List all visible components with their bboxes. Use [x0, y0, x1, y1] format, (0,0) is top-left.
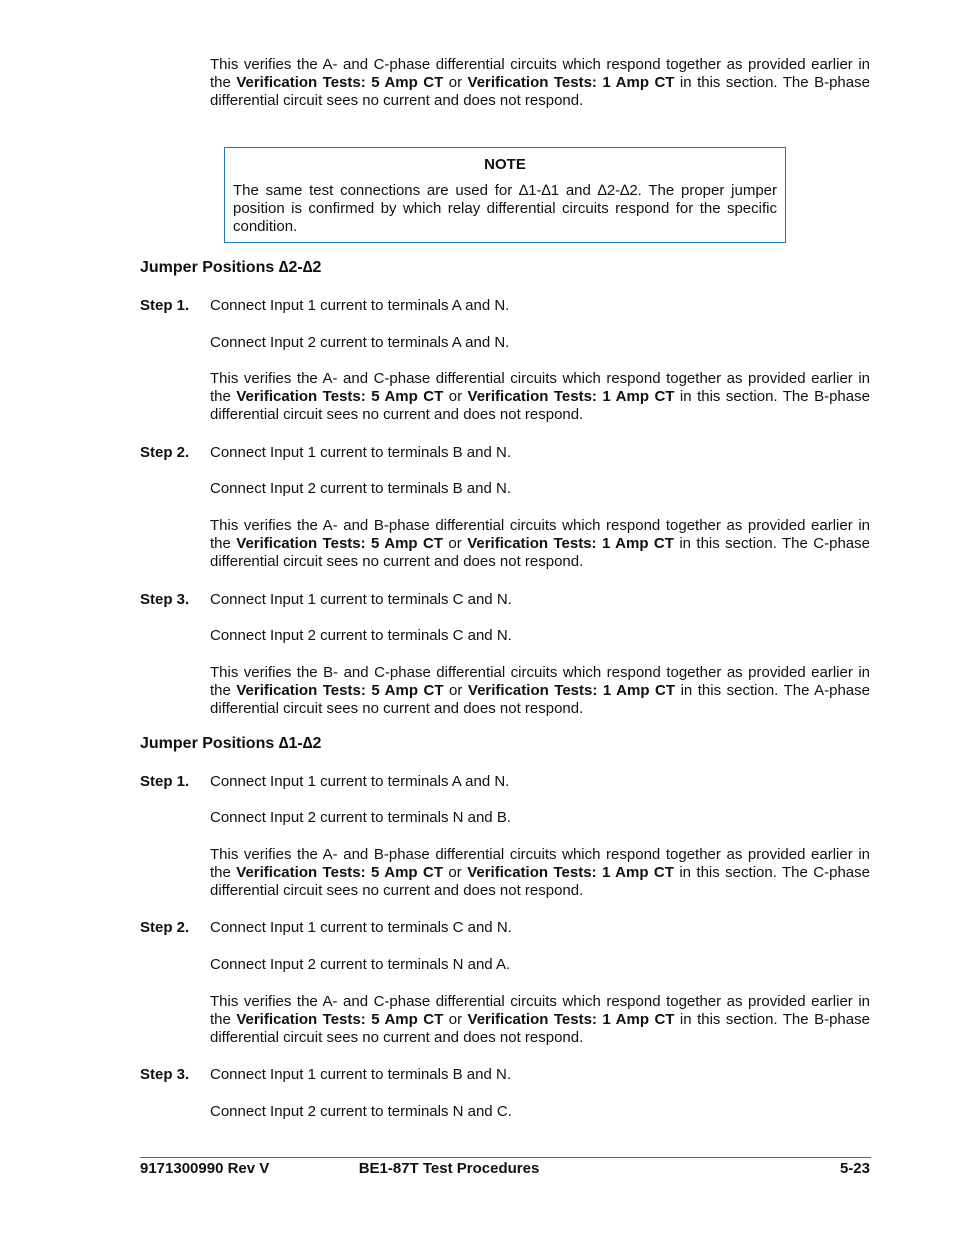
step-line-input1: Connect Input 1 current to terminals A and N. — [210, 297, 510, 314]
verify-text-end: in this section. The B-phase differential circuit sees no current and does not respond. — [210, 1011, 870, 1047]
step-line — [210, 809, 870, 827]
step-line — [210, 627, 870, 645]
verify-ref-5a: Verification Tests: 5 Amp CT — [236, 864, 443, 882]
step-line — [210, 956, 870, 974]
verify-text-end: in this section. The C-phase differential circuit sees no current and does not respond. — [210, 535, 870, 571]
step-line-input2: Connect Input 2 current to terminals B and N. — [210, 480, 511, 497]
verify-or: or — [443, 388, 468, 406]
note-body: The same test connections are used for ∆1-∆1 and ∆2-∆2. The proper jumper position is confirmed by which relay differential circuits respond for the specific condition. — [233, 182, 777, 236]
verify-or: or — [443, 535, 468, 553]
verify-ref-1a: Verification Tests: 1 Amp CT — [467, 1011, 675, 1029]
intro-ref-1a: Verification Tests: 1 Amp CT — [467, 74, 675, 92]
step-line — [210, 1066, 870, 1084]
step-line — [210, 297, 870, 315]
verify-paragraph — [210, 993, 870, 1048]
footer-doc-number: 9171300990 Rev V — [140, 1160, 270, 1177]
step-label: Step 2. — [140, 444, 190, 461]
verify-ref-5a: Verification Tests: 5 Amp CT — [236, 682, 444, 700]
section-heading: Jumper Positions ∆2-∆2 — [140, 259, 322, 276]
verify-ref-1a: Verification Tests: 1 Amp CT — [467, 682, 676, 700]
step-label: Step 1. — [140, 773, 190, 790]
step-line-input2: Connect Input 2 current to terminals N and B. — [210, 809, 511, 826]
step-line-input1: Connect Input 1 current to terminals A and N. — [210, 773, 510, 790]
step-line-input2: Connect Input 2 current to terminals A and N. — [210, 334, 510, 351]
verify-or: or — [443, 864, 468, 882]
step-line-input1: Connect Input 1 current to terminals B and N. — [210, 444, 511, 461]
verify-or: or — [443, 682, 468, 700]
section-heading: Jumper Positions ∆1-∆2 — [140, 735, 322, 752]
verify-text: This verifies the A- and C-phase differential circuits which respond together as provided earlier in the — [210, 993, 870, 1029]
intro-text: This verifies the A- and C-phase differential circuits which respond together as provided earlier in the — [210, 56, 870, 92]
step-line — [210, 919, 870, 937]
footer-rule — [140, 1157, 871, 1158]
intro-ref-5a: Verification Tests: 5 Amp CT — [236, 74, 444, 92]
footer-page-number: 5-23 — [839, 1160, 870, 1177]
step-label: Step 3. — [140, 591, 190, 608]
verify-ref-5a: Verification Tests: 5 Amp CT — [236, 535, 443, 553]
verify-text: This verifies the B- and C-phase differential circuits which respond together as provided earlier in the — [210, 664, 870, 700]
step-label: Step 3. — [140, 1066, 190, 1083]
step-line — [210, 591, 870, 609]
step-line-input1: Connect Input 1 current to terminals C and N. — [210, 591, 512, 608]
verify-ref-5a: Verification Tests: 5 Amp CT — [236, 1011, 444, 1029]
verify-text-end: in this section. The B-phase differential circuit sees no current and does not respond. — [210, 388, 870, 424]
intro-paragraph — [210, 56, 870, 111]
step-line — [210, 1103, 870, 1121]
verify-text: This verifies the A- and B-phase differential circuits which respond together as provided earlier in the — [210, 517, 870, 553]
note-box — [224, 147, 786, 243]
verify-text-end: in this section. The A-phase differential circuit sees no current and does not respond. — [210, 682, 870, 718]
verify-text: This verifies the A- and B-phase differential circuits which respond together as provided earlier in the — [210, 846, 870, 882]
step-line — [210, 334, 870, 352]
step-label: Step 1. — [140, 297, 190, 314]
step-label: Step 2. — [140, 919, 190, 936]
verify-ref-1a: Verification Tests: 1 Amp CT — [467, 388, 675, 406]
step-line-input1: Connect Input 1 current to terminals C and N. — [210, 919, 512, 936]
verify-or: or — [443, 1011, 468, 1029]
step-line-input2: Connect Input 2 current to terminals N and C. — [210, 1103, 512, 1120]
step-line — [210, 480, 870, 498]
step-line-input2: Connect Input 2 current to terminals C and N. — [210, 627, 512, 644]
step-line — [210, 773, 870, 791]
step-line-input2: Connect Input 2 current to terminals N and A. — [210, 956, 511, 973]
footer-title: BE1-87T Test Procedures — [358, 1160, 540, 1177]
verify-ref-1a: Verification Tests: 1 Amp CT — [467, 864, 674, 882]
note-title: NOTE — [484, 156, 526, 173]
verify-paragraph — [210, 846, 870, 901]
verify-text-end: in this section. The C-phase differential circuit sees no current and does not respond. — [210, 864, 870, 900]
verify-text: This verifies the A- and C-phase differential circuits which respond together as provided earlier in the — [210, 370, 870, 406]
verify-paragraph — [210, 517, 870, 572]
verify-ref-5a: Verification Tests: 5 Amp CT — [236, 388, 444, 406]
step-line-input1: Connect Input 1 current to terminals B and N. — [210, 1066, 511, 1083]
verify-paragraph — [210, 664, 870, 719]
verify-ref-1a: Verification Tests: 1 Amp CT — [467, 535, 674, 553]
verify-paragraph — [210, 370, 870, 425]
step-line — [210, 444, 870, 462]
intro-or: or — [443, 74, 468, 92]
intro-text-end: in this section. The B-phase differential circuit sees no current and does not respond. — [210, 74, 870, 110]
